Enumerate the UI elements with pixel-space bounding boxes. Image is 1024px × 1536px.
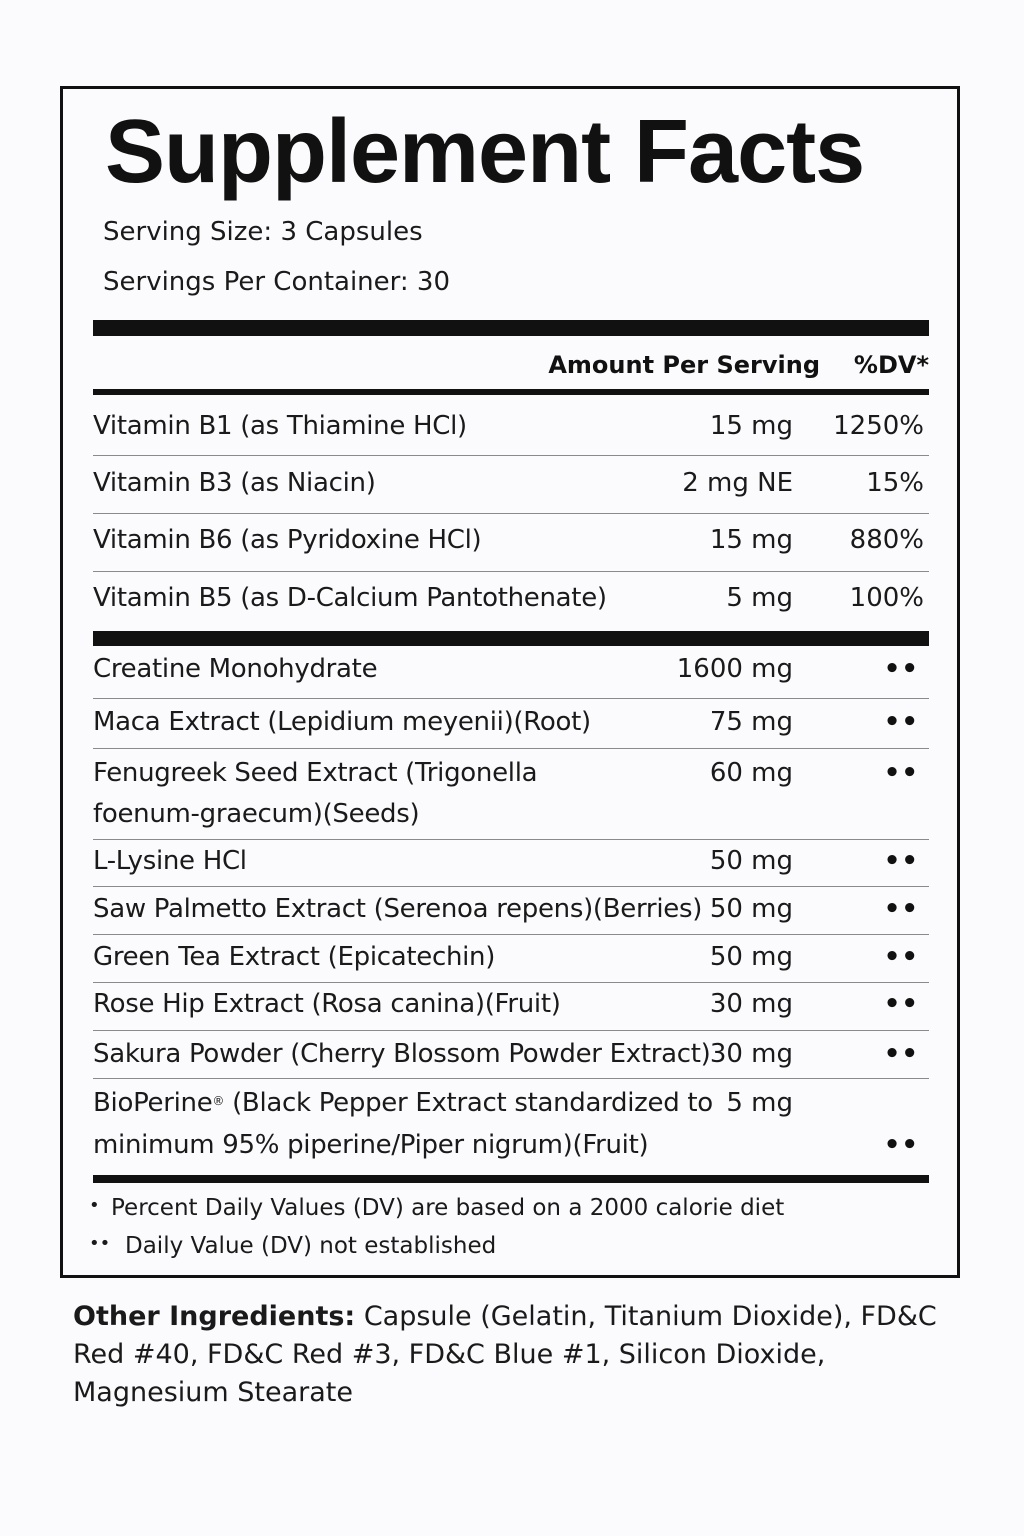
vitamin-dv: 100% [849, 583, 924, 613]
dv-not-established-mark: •• [883, 846, 919, 876]
ingredient-name: Maca Extract (Lepidium meyenii)(Root) [93, 707, 591, 737]
footnote-mark: •• [89, 1233, 111, 1254]
amount-per-serving-header: Amount Per Serving [548, 351, 820, 379]
other-ingredients-label: Other Ingredients: [73, 1301, 356, 1332]
ingredient-amount: 60 mg [709, 758, 793, 788]
other-ingredients-text: Capsule (Gelatin, Titanium Dioxide), FD&C Red #40, FD&C Red #3, FD&C Blue #1, Silicon Dioxide, Magnesium Stearate [73, 1301, 937, 1408]
bottom-divider [93, 1175, 929, 1183]
row-divider [93, 748, 929, 749]
ingredient-name [93, 1088, 713, 1118]
vitamin-name: Vitamin B1 (as Thiamine HCl) [93, 411, 467, 441]
ingredient-name: Fenugreek Seed Extract (Trigonella [93, 758, 538, 788]
vitamin-name: Vitamin B5 (as D-Calcium Pantothenate) [93, 583, 607, 613]
bioperine-brand: BioPerine [93, 1088, 213, 1118]
dv-not-established-mark: •• [883, 894, 919, 924]
ingredient-name-line2: foenum-graecum)(Seeds) [93, 799, 420, 829]
ingredient-amount: 50 mg [709, 894, 793, 924]
vitamin-name: Vitamin B6 (as Pyridoxine HCl) [93, 525, 482, 555]
ingredient-amount: 5 mg [726, 1088, 793, 1118]
row-divider [93, 571, 929, 572]
ingredient-amount: 75 mg [709, 707, 793, 737]
dv-not-established-mark: •• [883, 707, 919, 737]
dv-not-established-mark: •• [883, 1130, 919, 1160]
row-divider [93, 934, 929, 935]
vitamin-dv: 880% [849, 525, 924, 555]
row-divider [93, 982, 929, 983]
ingredient-name: Saw Palmetto Extract (Serenoa repens)(Berries) [93, 894, 703, 924]
row-divider [93, 839, 929, 840]
ingredient-name: Green Tea Extract (Epicatechin) [93, 942, 496, 972]
ingredient-name: L-Lysine HCl [93, 846, 247, 876]
ingredient-name-line2: minimum 95% piperine/Piper nigrum)(Fruit) [93, 1130, 649, 1160]
dv-not-established-mark: •• [883, 1039, 919, 1069]
bioperine-description: (Black Pepper Extract standardized to [224, 1088, 713, 1118]
ingredient-name: Sakura Powder (Cherry Blossom Powder Extract) [93, 1039, 711, 1069]
vitamin-amount: 2 mg NE [682, 468, 793, 498]
ingredient-name: Rose Hip Extract (Rosa canina)(Fruit) [93, 989, 561, 1019]
supplement-facts-panel [60, 86, 960, 1278]
servings-per-container: Servings Per Container: 30 [103, 267, 451, 297]
registered-mark: ® [212, 1094, 225, 1108]
header-divider [93, 389, 929, 395]
ingredient-amount: 50 mg [709, 846, 793, 876]
vitamin-amount: 5 mg [726, 583, 793, 613]
dv-not-established-mark: •• [883, 654, 919, 684]
ingredient-name: Creatine Monohydrate [93, 654, 378, 684]
dv-not-established-mark: •• [883, 758, 919, 788]
row-divider [93, 1030, 929, 1031]
vitamin-amount: 15 mg [709, 411, 793, 441]
vitamin-amount: 15 mg [709, 525, 793, 555]
row-divider [93, 698, 929, 699]
footnote-mark: • [89, 1195, 100, 1216]
ingredient-amount: 30 mg [709, 989, 793, 1019]
footnote-text: Percent Daily Values (DV) are based on a 2000 calorie diet [111, 1195, 785, 1221]
row-divider [93, 1078, 929, 1079]
ingredient-amount: 50 mg [709, 942, 793, 972]
thick-divider [93, 631, 929, 646]
thick-divider [93, 320, 929, 336]
row-divider [93, 886, 929, 887]
row-divider [93, 455, 929, 456]
ingredient-amount: 1600 mg [676, 654, 793, 684]
ingredient-amount: 30 mg [709, 1039, 793, 1069]
panel-title: Supplement Facts [105, 102, 865, 202]
vitamin-dv: 1250% [833, 411, 924, 441]
vitamin-name: Vitamin B3 (as Niacin) [93, 468, 376, 498]
row-divider [93, 513, 929, 514]
serving-size: Serving Size: 3 Capsules [103, 217, 423, 247]
other-ingredients [73, 1298, 963, 1412]
footnote-text: Daily Value (DV) not established [125, 1233, 497, 1259]
dv-not-established-mark: •• [883, 989, 919, 1019]
dv-not-established-mark: •• [883, 942, 919, 972]
dv-header: %DV* [853, 351, 929, 379]
vitamin-dv: 15% [866, 468, 924, 498]
